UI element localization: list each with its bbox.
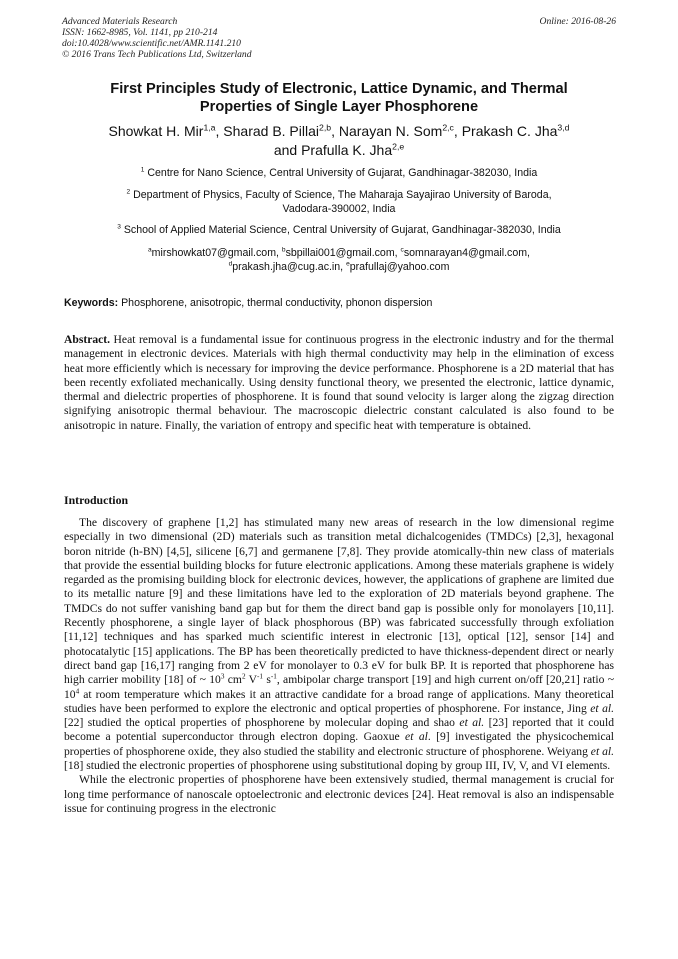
author-sup: 2,b (319, 122, 332, 133)
author-list (40, 122, 638, 160)
affiliation-1 (40, 166, 638, 180)
author-separator: , (331, 123, 339, 139)
paragraph: While the electronic properties of phosphorene have been extensively studied, thermal management is crucial for long time performance of nanoscale optoelectronic and electronic devices [24]. Heat removal is also an indispensable issue for continuing progress in the electronic (64, 773, 614, 815)
email-line-1 (40, 246, 638, 260)
keywords-text: Phosphorene, anisotropic, thermal conductivity, phonon dispersion (118, 297, 433, 309)
introduction-body (64, 516, 614, 816)
author-line-1 (40, 122, 638, 141)
author-sup: 3,d (557, 122, 570, 133)
issn-info: ISSN: 1662-8985, Vol. 1141, pp 210-214 (62, 27, 218, 38)
email-link[interactable]: sbpillai001@gmail.com, (285, 247, 401, 259)
abstract (64, 333, 614, 433)
email-link[interactable]: mirshowkat07@gmail.com, (151, 247, 282, 259)
affiliation-sup: 3 (117, 223, 121, 231)
email-link[interactable]: somnarayan4@gmail.com, (403, 247, 530, 259)
affiliation-3 (40, 223, 638, 237)
keywords (64, 296, 616, 310)
affiliation-text: Department of Physics, Faculty of Science, The Maharaja Sayajirao University of Baroda, (133, 189, 552, 201)
author-sup: 2,e (392, 141, 405, 152)
doi-info: doi:10.4028/www.scientific.net/AMR.1141.210 (62, 38, 241, 49)
author-line-2 (40, 141, 638, 160)
keywords-label: Keywords: (64, 297, 119, 309)
email-link[interactable]: prakash.jha@cug.ac.in, (232, 261, 347, 273)
title-line-2: Properties of Single Layer Phosphorene (199, 99, 479, 115)
author-name: Prakash C. Jha (461, 123, 558, 139)
paragraph: The discovery of graphene [1,2] has stimulated many new areas of research in the low dimensional regime especially in two dimensional (2D) materials such as transition metal dichalcogenides (TMDCs) [2,3], hexagonal boron nitride (h-BN) [4,5], silicene [6,7] and germanene [7,8]. They provide atomically-thin new class of materials that provide the essential building blocks for future electronic applications. Among these materials graphene is widely regarded as the promising building block for electronic devices, however, the applications of graphene are limited due to its metallic nature [9] and these limitations have led to the exploration of 2D materials beyond graphene. The TMDCs do not suffer vanishing band gap but for them the direct band gap is possible only for monolayers [10,11]. Recently phosphorene, a single layer of black phosphorous (BP) was fabricated successfully through exfoliation [11,12] techniques and has sparked much scientific interest in electronic [13], optical [12], sensor [14] and photocatalytic [15] applications. The BP has been theoretically predicted to have thickness-dependent direct or nearly direct band gap [16,17] ranging from 2 eV for monolayer to 0.3 eV for bulk BP. It is reported that phosphorene has high carrier mobility [18] of ~ $10^3$ $cm^2$ $V^{-1}$ $s^{-1}$, ambipolar charge transport [19] and high current on/off [20,21] ratio ~ $10^4$ at room temperature which makes it an attractive candidate for a broad range of applications. Many theoretical studies have been performed to explore the electronic and optical properties of phosphorene. For instance, Jing et al. [22] studied the optical properties of phosphorene by molecular doping and shao et al. [23] reported that it could become a potential superconductor through electron doping. Gaoxue et al. [9] investigated the physicochemical properties of phosphorene oxide, they also studied the stability and electronic structure of phosphorene. Weiyang et al. [18] studied the electronic properties of phosphorene using substitutional doping by group III, IV, V, and VI elements. (64, 516, 615, 773)
email-sup: a (147, 246, 152, 254)
author-and: and (273, 142, 302, 158)
email-sup: c (400, 246, 404, 254)
email-sup: b (281, 246, 286, 254)
author-sup: 1,a (203, 122, 216, 133)
email-sup: d (228, 260, 233, 268)
affiliation-text-line-2: Vadodara-390002, India (282, 203, 396, 215)
author-name: Sharad B. Pillai (223, 123, 319, 139)
email-list (40, 246, 638, 274)
affiliation-sup: 1 (140, 166, 145, 174)
affiliation-text: School of Applied Material Science, Central University of Gujarat, Gandhinagar-382030, India (123, 224, 561, 236)
journal-name: Advanced Materials Research (62, 16, 178, 27)
email-sup: e (346, 260, 350, 268)
email-line-2 (40, 260, 638, 274)
affiliation-2 (40, 188, 638, 216)
affiliation-sup: 2 (126, 188, 131, 196)
author-sup: 2,c (442, 122, 454, 133)
copyright-info: © 2016 Trans Tech Publications Ltd, Switzerland (62, 49, 252, 60)
online-date: Online: 2016-08-26 (539, 16, 616, 27)
abstract-text: Heat removal is a fundamental issue for continuous progress in the electronic industry and for the thermal management in electronic devices. Materials with high thermal conductivity may help in the elimination of excess heat more efficiently which is necessary for improving the device performance. Phosphorene is a 2D material that has been recently exfoliated mechanically. Using density functional theory, we presented the electronic, lattice dynamic, thermal and dielectric properties of phosphorene. It is found that sound velocity is larger along the zigzag direction signifying anisotropic thermal behaviour. The macroscopic dielectric constant calculated is also found to be anisotropic in nature. Finally, the variation of entropy and specific heat with temperature is obtained. (64, 333, 614, 432)
affiliation-text: Centre for Nano Science, Central University of Gujarat, Gandhinagar-382030, India (147, 167, 538, 179)
author-separator: , (453, 123, 462, 139)
paper-title (40, 80, 638, 116)
title-line-1: First Principles Study of Electronic, Lattice Dynamic, and Thermal (110, 81, 568, 97)
abstract-label: Abstract. (64, 333, 111, 346)
section-heading-introduction: Introduction (64, 493, 129, 507)
author-name: Showkat H. Mir (108, 123, 204, 139)
author-name: Narayan N. Som (338, 123, 443, 139)
email-link[interactable]: prafullaj@yahoo.com (349, 261, 450, 273)
author-name: Prafulla K. Jha (301, 142, 393, 158)
author-separator: , (215, 123, 224, 139)
journal-info (62, 16, 252, 60)
